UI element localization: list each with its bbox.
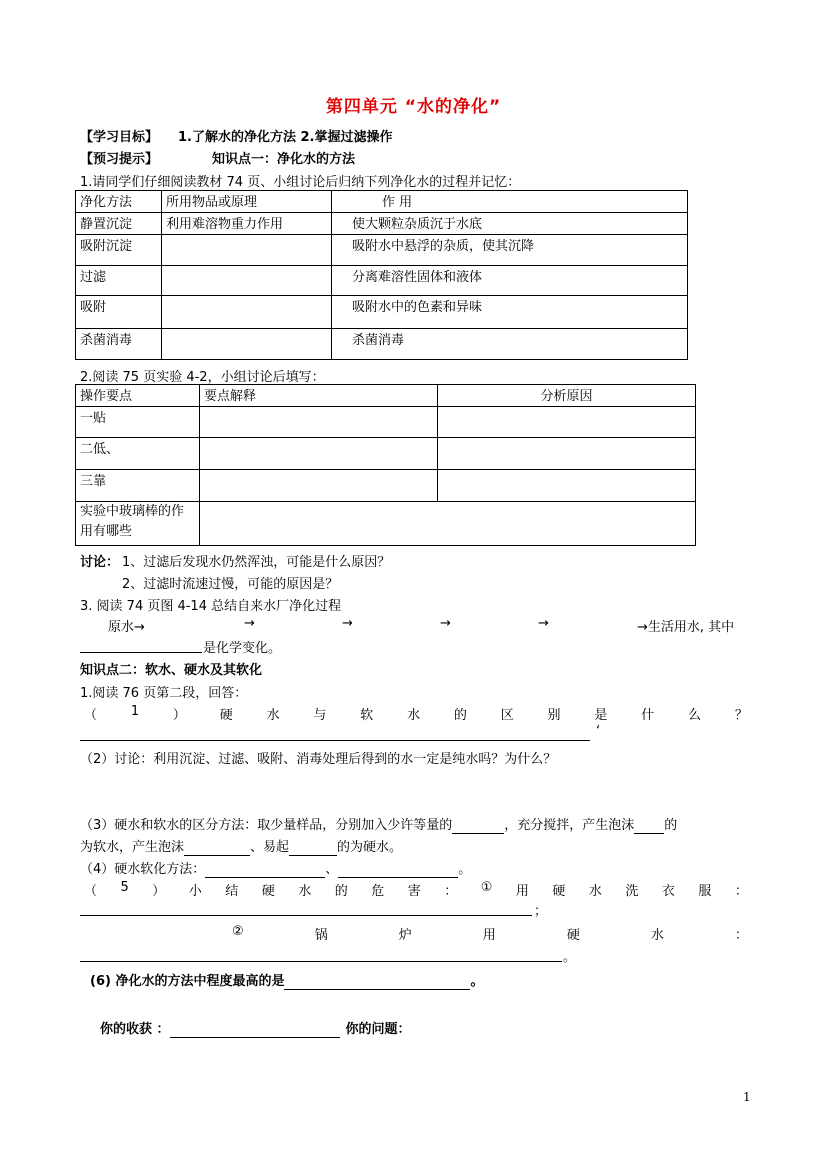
table-cell: 过滤 (76, 266, 162, 296)
flow-tail: 是化学变化。 (203, 641, 282, 656)
question-char: 锅 (314, 928, 328, 943)
discussion-label: 讨论： (80, 555, 120, 570)
quote-mark: ‘ (596, 724, 601, 739)
answer-blank[interactable] (170, 1022, 340, 1038)
sub-question-2: （2）讨论：利用沉淀、过滤、吸附、消毒处理后得到的水一定是纯水吗？为什么？ (80, 752, 557, 767)
knowledge-point-2: 知识点二：软水、硬水及其软化 (80, 663, 263, 678)
header-cell: 净化方法 (76, 191, 162, 213)
question-char: 结 (225, 884, 239, 899)
arrow-icon: → (538, 616, 549, 631)
question-char: ： (444, 884, 458, 899)
answer-cell[interactable] (200, 438, 438, 470)
question-char: 硬 (261, 884, 275, 899)
table-cell: 使大颗粒杂质沉于水底 (332, 213, 688, 235)
question-char: 与 (313, 708, 327, 723)
header-cell: 操作要点 (76, 385, 200, 407)
answer-blank[interactable] (289, 840, 337, 856)
table-cell: 三靠 (76, 470, 200, 502)
answer-cell[interactable] (200, 470, 438, 502)
preview-label: 【预习提示】 (80, 152, 159, 167)
gain-section (100, 1018, 411, 1038)
sq4-end: 。 (458, 862, 472, 877)
answer-cell[interactable] (438, 470, 696, 502)
question-3: 3. 阅读 74 页图 4-14 总结自来水厂净化过程 (80, 599, 342, 614)
header-cell: 要点解释 (200, 385, 438, 407)
question-char: 用 (515, 884, 529, 899)
table-row (76, 407, 696, 438)
last-row-label-line: 实验中玻璃棒的作 (80, 504, 185, 519)
question-char: ） (172, 708, 186, 723)
answer-cell[interactable] (200, 502, 696, 546)
question-char: 洗 (625, 884, 639, 899)
sq3-text: 的 (664, 818, 678, 833)
last-row-label-line: 用有哪些 (80, 524, 133, 539)
question-char: 水 (298, 884, 312, 899)
sq4-separator: 、 (325, 862, 339, 877)
table-cell: 吸附水中的色素和异味 (332, 296, 688, 329)
header-cell: 作 用 (332, 191, 688, 213)
discussion-item-1: 1、过滤后发现水仍然浑浊，可能是什么原因？ (122, 555, 391, 570)
question-char: （ (84, 884, 98, 899)
question-char: 用 (482, 928, 496, 943)
answer-blank[interactable] (452, 818, 504, 834)
question-char: 软 (360, 708, 374, 723)
arrow-icon: → (637, 620, 648, 635)
sq3-text: （3）硬水和软水的区分方法：取少量样品，分别加入少许等量的 (80, 818, 453, 833)
answer-cell[interactable] (200, 407, 438, 438)
table-header-row (76, 385, 696, 407)
table-row (76, 502, 696, 546)
answer-blank[interactable] (80, 652, 202, 653)
question-char: 服 (698, 884, 712, 899)
page-title: 第四单元 “水的净化” (325, 97, 502, 117)
table-row (76, 213, 688, 235)
table-cell[interactable] (162, 266, 332, 296)
answer-blank[interactable] (634, 818, 664, 834)
table-cell: 一贴 (76, 407, 200, 438)
question-char: 硬 (552, 884, 566, 899)
discussion-item-2: 2、过滤时流速过慢，可能的原因是？ (122, 577, 339, 592)
question-char: 硬 (219, 708, 233, 723)
flow-end (637, 616, 734, 635)
question-char: 水 (407, 708, 421, 723)
table-cell: 吸附沉淀 (76, 235, 162, 266)
table-cell: 静置沉淀 (76, 213, 162, 235)
table-cell: 吸附 (76, 296, 162, 329)
goals-label: 【学习目标】 (80, 130, 159, 145)
sq6-text: (6) 净化水的方法中程度最高的是 (90, 974, 285, 989)
sub-question-6 (90, 970, 483, 990)
question-2: 2.阅读 75 页实验 4-2，小组讨论后填写： (80, 370, 325, 385)
table-cell (76, 502, 200, 546)
arrow-icon: → (134, 620, 145, 635)
answer-cell[interactable] (438, 438, 696, 470)
question-char: 小 (188, 884, 202, 899)
sub-question-3-line-2 (80, 836, 402, 856)
question-char: ① (480, 880, 493, 895)
question-char: 水 (650, 928, 664, 943)
flow-start-label: 原水 (108, 620, 135, 635)
section-1-instruction: 1.阅读 76 页第二段，回答： (80, 686, 248, 701)
arrow-icon: → (440, 616, 451, 631)
question-char: 的 (453, 708, 467, 723)
sub-question-4 (80, 858, 471, 878)
sub-question-5 (84, 880, 748, 899)
sub-question-5-part-2 (232, 924, 748, 943)
filtration-table (75, 384, 696, 546)
sq3-text: 、易起 (250, 840, 290, 855)
table-cell[interactable] (162, 235, 332, 266)
answer-cell[interactable] (438, 407, 696, 438)
header-cell: 分析原因 (438, 385, 696, 407)
goals-text: 1.了解水的净化方法 2.掌握过滤操作 (178, 130, 393, 145)
table-cell[interactable] (162, 329, 332, 360)
question-char: 的 (334, 884, 348, 899)
gain-label: 你的收获 ： (100, 1022, 170, 1037)
sq3-text: 的为硬水。 (337, 840, 403, 855)
question-char: ？ (734, 708, 748, 723)
semicolon: ； (534, 904, 548, 919)
answer-blank[interactable] (80, 915, 532, 916)
sub-question-3-line-1 (80, 814, 677, 834)
question-char: 炉 (398, 928, 412, 943)
table-row (76, 470, 696, 502)
table-cell: 吸附水中悬浮的杂质，使其沉降 (332, 235, 688, 266)
question-char: 衣 (661, 884, 675, 899)
sub-question-1 (84, 704, 748, 723)
question-char: ： (734, 884, 748, 899)
question-char: （ (84, 708, 98, 723)
answer-blank[interactable] (184, 840, 250, 856)
answer-blank[interactable] (80, 740, 590, 741)
answer-blank[interactable] (338, 862, 458, 878)
answer-blank[interactable] (80, 961, 562, 962)
table-cell: 杀菌消毒 (332, 329, 688, 360)
table-cell: 杀菌消毒 (76, 329, 162, 360)
answer-blank[interactable] (205, 862, 325, 878)
question-char: 区 (500, 708, 514, 723)
flow-start (108, 616, 145, 635)
flow-end-label: 生活用水, 其中 (647, 620, 735, 635)
table-cell: 分离难溶性固体和液体 (332, 266, 688, 296)
sq3-text: ，充分搅拌，产生泡沫 (504, 818, 635, 833)
table-row (76, 329, 688, 360)
question-char: 什 (641, 708, 655, 723)
table-row (76, 438, 696, 470)
knowledge-point-1: 知识点一：净化水的方法 (212, 152, 356, 167)
table-row (76, 266, 688, 296)
question-char: 危 (371, 884, 385, 899)
question-char: 硬 (566, 928, 580, 943)
table-cell: 利用难溶物重力作用 (162, 213, 332, 235)
question-label: 你的问题： (345, 1022, 411, 1037)
question-char: 别 (547, 708, 561, 723)
question-1: 1.请同学们仔细阅读教材 74 页、小组讨论后归纳下列净化水的过程并记忆： (80, 175, 521, 190)
table-header-row (76, 191, 688, 213)
question-char: ： (734, 928, 748, 943)
table-row (76, 235, 688, 266)
question-char: ） (152, 884, 166, 899)
table-cell[interactable] (162, 296, 332, 329)
question-char: 么 (688, 708, 702, 723)
sq6-end: 。 (470, 974, 484, 989)
sq3-text: 为软水，产生泡沫 (80, 840, 185, 855)
question-char: 是 (594, 708, 608, 723)
sq4-text: （4）硬水软化方法： (80, 862, 206, 877)
answer-blank[interactable] (284, 974, 470, 990)
arrow-icon: → (244, 616, 255, 631)
table-row (76, 296, 688, 329)
period: 。 (563, 950, 577, 965)
question-char: 害 (407, 884, 421, 899)
purification-table (75, 190, 688, 360)
arrow-icon: → (342, 616, 353, 631)
header-cell: 所用物品或原理 (162, 191, 332, 213)
table-cell: 二低、 (76, 438, 200, 470)
question-char: 水 (266, 708, 280, 723)
question-char: ② (232, 924, 244, 939)
question-char: 1 (130, 704, 140, 719)
page-number: 1 (743, 1090, 751, 1104)
question-char: 5 (120, 880, 129, 895)
question-char: 水 (588, 884, 602, 899)
